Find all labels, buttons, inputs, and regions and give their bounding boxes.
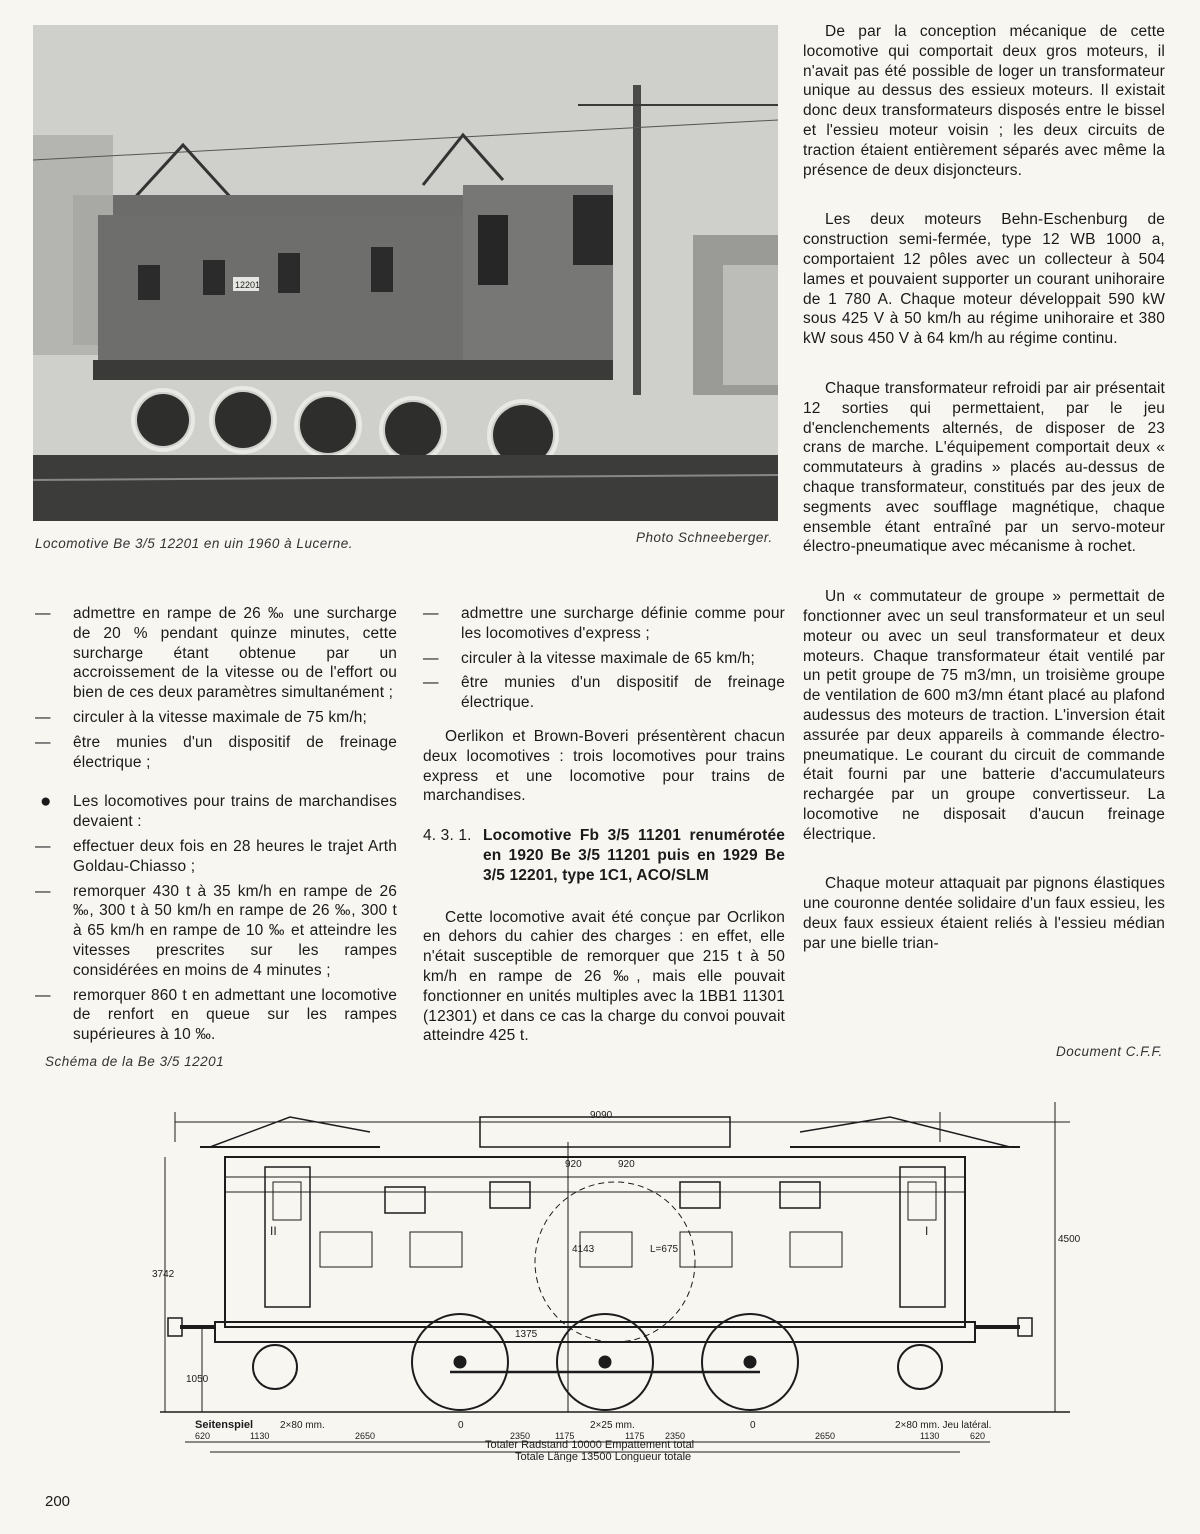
dim-seitenspiel: Seitenspiel bbox=[195, 1419, 254, 1431]
list-item bbox=[423, 649, 785, 669]
paragraph: Un « commutateur de groupe » permettait de fonctionner avec un seul transformateur et un seul moteur ou avec un seul transformateur et deux moteurs. Chaque transformateur était ventilé par un petit groupe de 75 m3/mn, un troisième groupe de ventilation de 600 m3/mn étant placé au plafond audessus des moteurs de traction. L'inversion était assurée par deux appareils à commande électro-pneumatique. Le courant du circuit de commande était fourni par une batterie d'accumulateurs rechargée par un groupe convertisseur. La locomotive ne disposait d'aucun freinage électrique. bbox=[803, 588, 1165, 843]
paragraph: Chaque moteur attaquait par pignons élastiques une couronne dentée solidaire d'un faux essieu, les deux faux essieux étaient reliés à l'essieu médian par une bielle trian- bbox=[803, 875, 1165, 952]
locomotive-schematic bbox=[150, 1082, 1080, 1462]
list-item-text: effectuer deux fois en 28 heures le trajet Arth Goldau-Chiasso ; bbox=[73, 837, 397, 875]
dim-buffer: 1050 bbox=[186, 1374, 209, 1385]
diagram-caption: Schéma de la Be 3/5 12201 bbox=[45, 1054, 225, 1069]
dim-window-b: 920 bbox=[618, 1159, 635, 1170]
section-heading bbox=[423, 826, 785, 885]
dim-spiel-mid: 2×25 mm. bbox=[590, 1420, 635, 1431]
list-marker: — bbox=[35, 986, 51, 1004]
diagram-credit: Document C.F.F. bbox=[1056, 1044, 1163, 1059]
left-column bbox=[35, 604, 397, 1050]
paragraph: Cette locomotive avait été conçue par Ocrlikon en dehors du cahier des charges : en effet, elle n'était susceptible de remorquer que 215 t à 50 km/h en rampe de 26 ‰, mais elle pouvait fonctionner en unités multiples avec la 1BB1 11301 (12301) et dans ce cas la charge du convoi pouvait atteindre 425 t. bbox=[423, 908, 785, 1045]
locomotive-plate: 12201 bbox=[235, 280, 261, 290]
paragraph: Oerlikon et Brown-Boveri présentèrent chacun deux locomotives : trois locomotives pour trains express et une locomotive pour trains de marchandises. bbox=[423, 727, 785, 805]
dim-1175-left: 1175 bbox=[555, 1431, 575, 1441]
page-number: 200 bbox=[45, 1493, 71, 1510]
list-item-text: remorquer 430 t à 35 km/h en rampe de 26 ‰, 300 t à 50 km/h en rampe de 26 ‰, 300 t à 65 km/h en rampe de 10 ‰ et atteindre les vitesses prescrites sur les rampes considérées en moins de 4 minutes ; bbox=[73, 882, 397, 979]
paragraph: Chaque transformateur refroidi par air présentait 12 sorties qui permettaient, par le jeu d'enclenchements alternés, de disposer de 23 crans de marche. L'équipement comportait deux « commutateurs à gradins » placés au-dessus de chaque transformateur, constitués par des jeux de segments avec soufflage magnétique, chaque ensemble étant entraîné par un servo-moteur électro-pneumatique avec mécanisme à rochet. bbox=[803, 379, 1165, 556]
paragraph: Les deux moteurs Behn-Eschenburg de construction semi-fermée, type 12 WB 1000 a, comportaient 12 pôles avec un collecteur à 504 lames et pouvaient supporter un courant unihoraire de 1 780 A. Chaque moteur développait 590 kW sous 425 V à 50 km/h au régime unihoraire et 380 kW sous 450 V à 64 km/h au régime continu. bbox=[803, 211, 1165, 348]
dim-zero-left: 0 bbox=[458, 1420, 464, 1431]
dim-1175-right: 1175 bbox=[625, 1431, 645, 1441]
dim-radstand: Totaler Radstand 10000 Empattement total bbox=[485, 1439, 695, 1451]
dim-620-left: 620 bbox=[195, 1431, 211, 1441]
paragraph: De par la conception mécanique de cette locomotive qui comportait deux gros moteurs, il n'avait pas été possible de loger un transformateur unique au dessus des essieux moteurs. Il existait donc deux transformateurs disposés entre le bissel et l'essieu moteur voisin ; les deux circuits de traction étaient entièrement séparés avec même la présence de deux disjoncteurs. bbox=[803, 23, 1165, 179]
dim-lage: L=675 bbox=[650, 1244, 679, 1255]
dim-2650-right: 2650 bbox=[815, 1431, 836, 1441]
list-item-text: circuler à la vitesse maximale de 75 km/h; bbox=[73, 708, 368, 726]
dim-height-mid: 4143 bbox=[572, 1244, 595, 1255]
dim-length-top: 9090 bbox=[590, 1110, 613, 1121]
dim-620-right: 620 bbox=[970, 1431, 986, 1441]
dim-1130-left: 1130 bbox=[250, 1431, 270, 1441]
list-item bbox=[35, 837, 397, 877]
list-item bbox=[35, 733, 397, 773]
list-item bbox=[423, 673, 785, 713]
dim-laenge: Totale Länge 13500 Longueur totale bbox=[515, 1451, 692, 1462]
bullet-icon: ● bbox=[40, 791, 52, 813]
dim-window-a: 920 bbox=[565, 1159, 582, 1170]
dim-spiel-right: 2×80 mm. Jeu latéral. bbox=[895, 1420, 992, 1431]
dim-2650-left: 2650 bbox=[355, 1431, 376, 1441]
right-column bbox=[803, 22, 1165, 954]
list-marker: — bbox=[423, 605, 439, 622]
section-title: Locomotive Fb 3/5 11201 renumérotée en 1920 Be 3/5 11201 puis en 1929 Be 3/5 12201, type 1C1, ACO/SLM bbox=[483, 827, 785, 884]
list-item-text: être munies d'un dispositif de freinage électrique ; bbox=[73, 733, 397, 771]
list-marker: — bbox=[423, 674, 439, 692]
dim-height-left: 3742 bbox=[152, 1269, 175, 1280]
list-item-text: Les locomotives pour trains de marchandises devaient : bbox=[73, 793, 397, 831]
list-marker: — bbox=[35, 708, 51, 726]
list-item bbox=[35, 792, 397, 832]
list-item-text: admettre une surcharge définie comme pour les locomotives d'express ; bbox=[461, 605, 785, 642]
list-item-text: admettre en rampe de 26 ‰ une surcharge de 20 % pendant quinze minutes, cette surcharge étant obtenue par un accroissement de la vitesse ou de l'effort ou bien de ces deux paramètres simultanément ; bbox=[73, 605, 397, 702]
middle-column bbox=[423, 604, 785, 1046]
photo-caption: Locomotive Be 3/5 12201 en uin 1960 à Lucerne. bbox=[35, 536, 353, 551]
list-item-text: remorquer 860 t en admettant une locomotive de renfort en queue sur les rampes supérieures à 10 ‰. bbox=[73, 986, 397, 1044]
cab-label-left: II bbox=[270, 1224, 277, 1238]
list-marker: — bbox=[423, 649, 439, 667]
dim-spiel-left: 2×80 mm. bbox=[280, 1420, 325, 1431]
list-marker: — bbox=[35, 837, 51, 855]
dim-2350-right: 2350 bbox=[665, 1431, 686, 1441]
dim-radius: 1375 bbox=[515, 1329, 538, 1340]
list-marker: — bbox=[35, 882, 51, 900]
list-item-text: circuler à la vitesse maximale de 65 km/h; bbox=[461, 649, 756, 667]
photo-credit: Photo Schneeberger. bbox=[636, 530, 773, 545]
list-item bbox=[423, 604, 785, 644]
list-item bbox=[35, 986, 397, 1045]
dim-height-total: 4500 bbox=[1058, 1234, 1080, 1245]
list-item bbox=[35, 708, 397, 728]
dim-2350-left: 2350 bbox=[510, 1431, 531, 1441]
dim-1130-right: 1130 bbox=[920, 1431, 940, 1441]
list-marker: — bbox=[35, 605, 51, 622]
list-marker: — bbox=[35, 733, 51, 751]
section-number: 4. 3. 1. bbox=[423, 827, 472, 845]
list-item bbox=[35, 882, 397, 981]
list-item bbox=[35, 604, 397, 703]
dim-zero-right: 0 bbox=[750, 1420, 756, 1431]
cab-label-right: I bbox=[925, 1224, 929, 1238]
locomotive-photo bbox=[33, 25, 778, 521]
list-item-text: être munies d'un dispositif de freinage électrique. bbox=[461, 674, 785, 712]
